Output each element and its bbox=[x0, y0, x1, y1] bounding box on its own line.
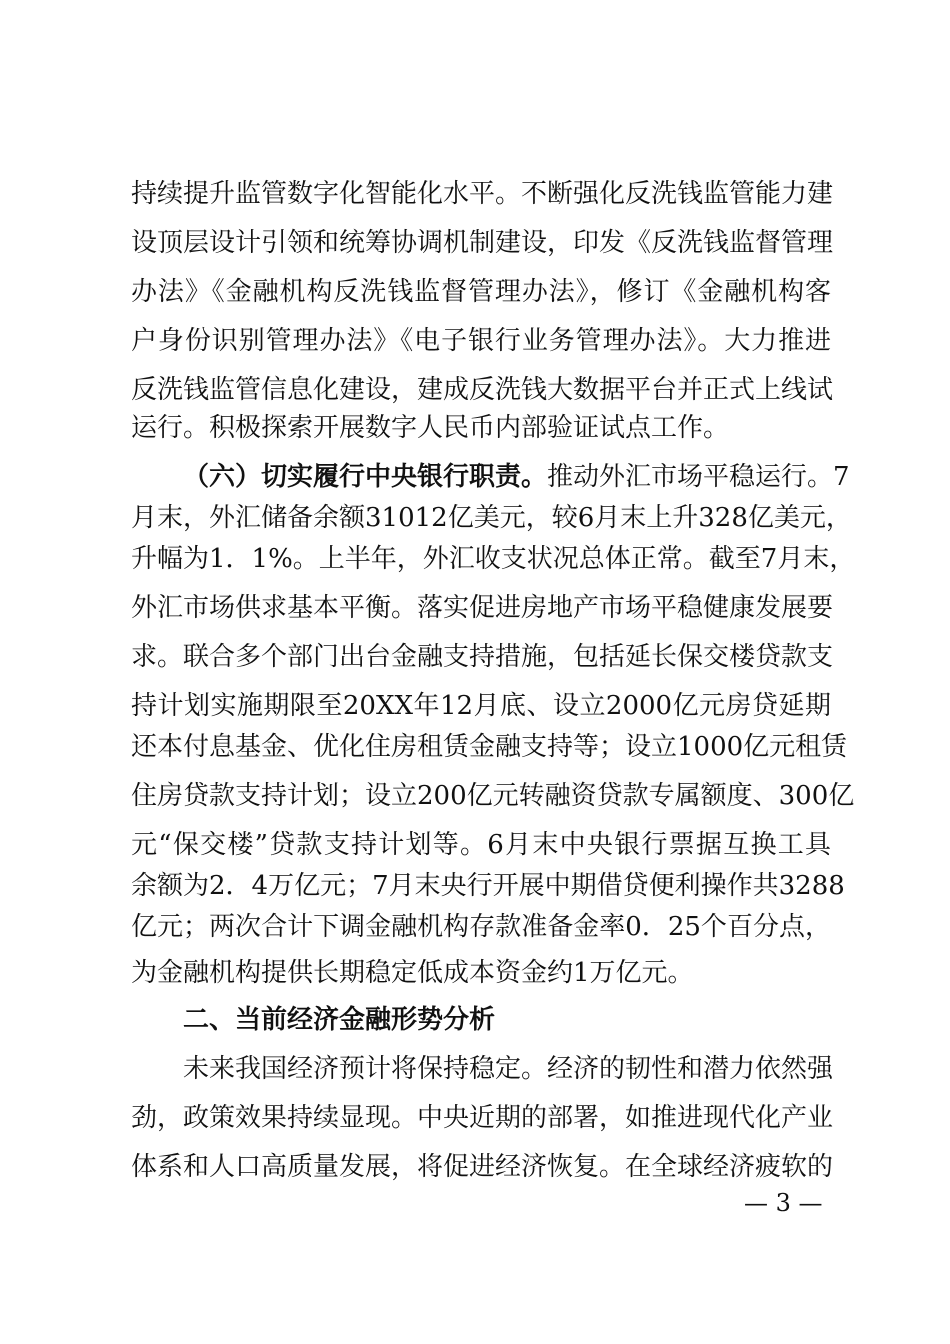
paragraph-line: 设顶层设计引领和统筹协调机制建设，印发《反洗钱监督管理 bbox=[131, 228, 834, 258]
paragraph-line: 体系和人口高质量发展，将促进经济恢复。在全球经济疲软的 bbox=[131, 1152, 834, 1182]
page-number: — 3 — bbox=[744, 1189, 823, 1217]
paragraph-line: 求。联合多个部门出台金融支持措施，包括延长保交楼贷款支 bbox=[131, 642, 834, 672]
paragraph-line: 为金融机构提供长期稳定低成本资金约1万亿元。 bbox=[131, 958, 694, 988]
paragraph-line: 运行。积极探索开展数字人民币内部验证试点工作。 bbox=[131, 413, 730, 443]
paragraph-line: 持续提升监管数字化智能化水平。不断强化反洗钱监管能力建 bbox=[131, 179, 834, 209]
paragraph-line: 办法》《金融机构反洗钱监督管理办法》，修订《金融机构客 bbox=[131, 277, 831, 307]
paragraph-line: 月末，外汇储备余额31012亿美元，较6月末上升328亿美元， bbox=[131, 503, 852, 533]
paragraph-line: 余额为2．4万亿元；7月末央行开展中期借贷便利操作共3288 bbox=[131, 871, 845, 901]
paragraph-line: 户身份识别管理办法》《电子银行业务管理办法》。大力推进 bbox=[131, 326, 831, 356]
paragraph-line: 外汇市场供求基本平衡。落实促进房地产市场平稳健康发展要 bbox=[131, 593, 834, 623]
paragraph-line: 住房贷款支持计划；设立200亿元转融资贷款专属额度、300亿 bbox=[131, 781, 855, 811]
paragraph-text: 推动外汇市场平稳运行。7 bbox=[547, 462, 850, 492]
paragraph-line: 劲，政策效果持续显现。中央近期的部署，如推进现代化产业 bbox=[131, 1103, 834, 1133]
paragraph-line: 升幅为1．1%。上半年，外汇收支状况总体正常。截至7月末， bbox=[131, 544, 856, 574]
paragraph-line: 反洗钱监管信息化建设，建成反洗钱大数据平台并正式上线试 bbox=[131, 375, 834, 405]
paragraph-line: 元“保交楼”贷款支持计划等。6月末中央银行票据互换工具 bbox=[131, 830, 831, 860]
paragraph-line: 还本付息基金、优化住房租赁金融支持等；设立1000亿元租赁 bbox=[131, 732, 848, 762]
paragraph-first-line bbox=[183, 461, 850, 493]
paragraph-line: 未来我国经济预计将保持稳定。经济的韧性和潜力依然强 bbox=[183, 1054, 834, 1084]
section-lead-title: （六）切实履行中央银行职责。 bbox=[183, 462, 548, 492]
paragraph-line: 亿元；两次合计下调金融机构存款准备金率0．25个百分点， bbox=[131, 912, 831, 942]
paragraph-line: 持计划实施期限至20XX年12月底、设立2000亿元房贷延期 bbox=[131, 691, 831, 721]
section-heading: 二、当前经济金融形势分析 bbox=[183, 1005, 496, 1035]
